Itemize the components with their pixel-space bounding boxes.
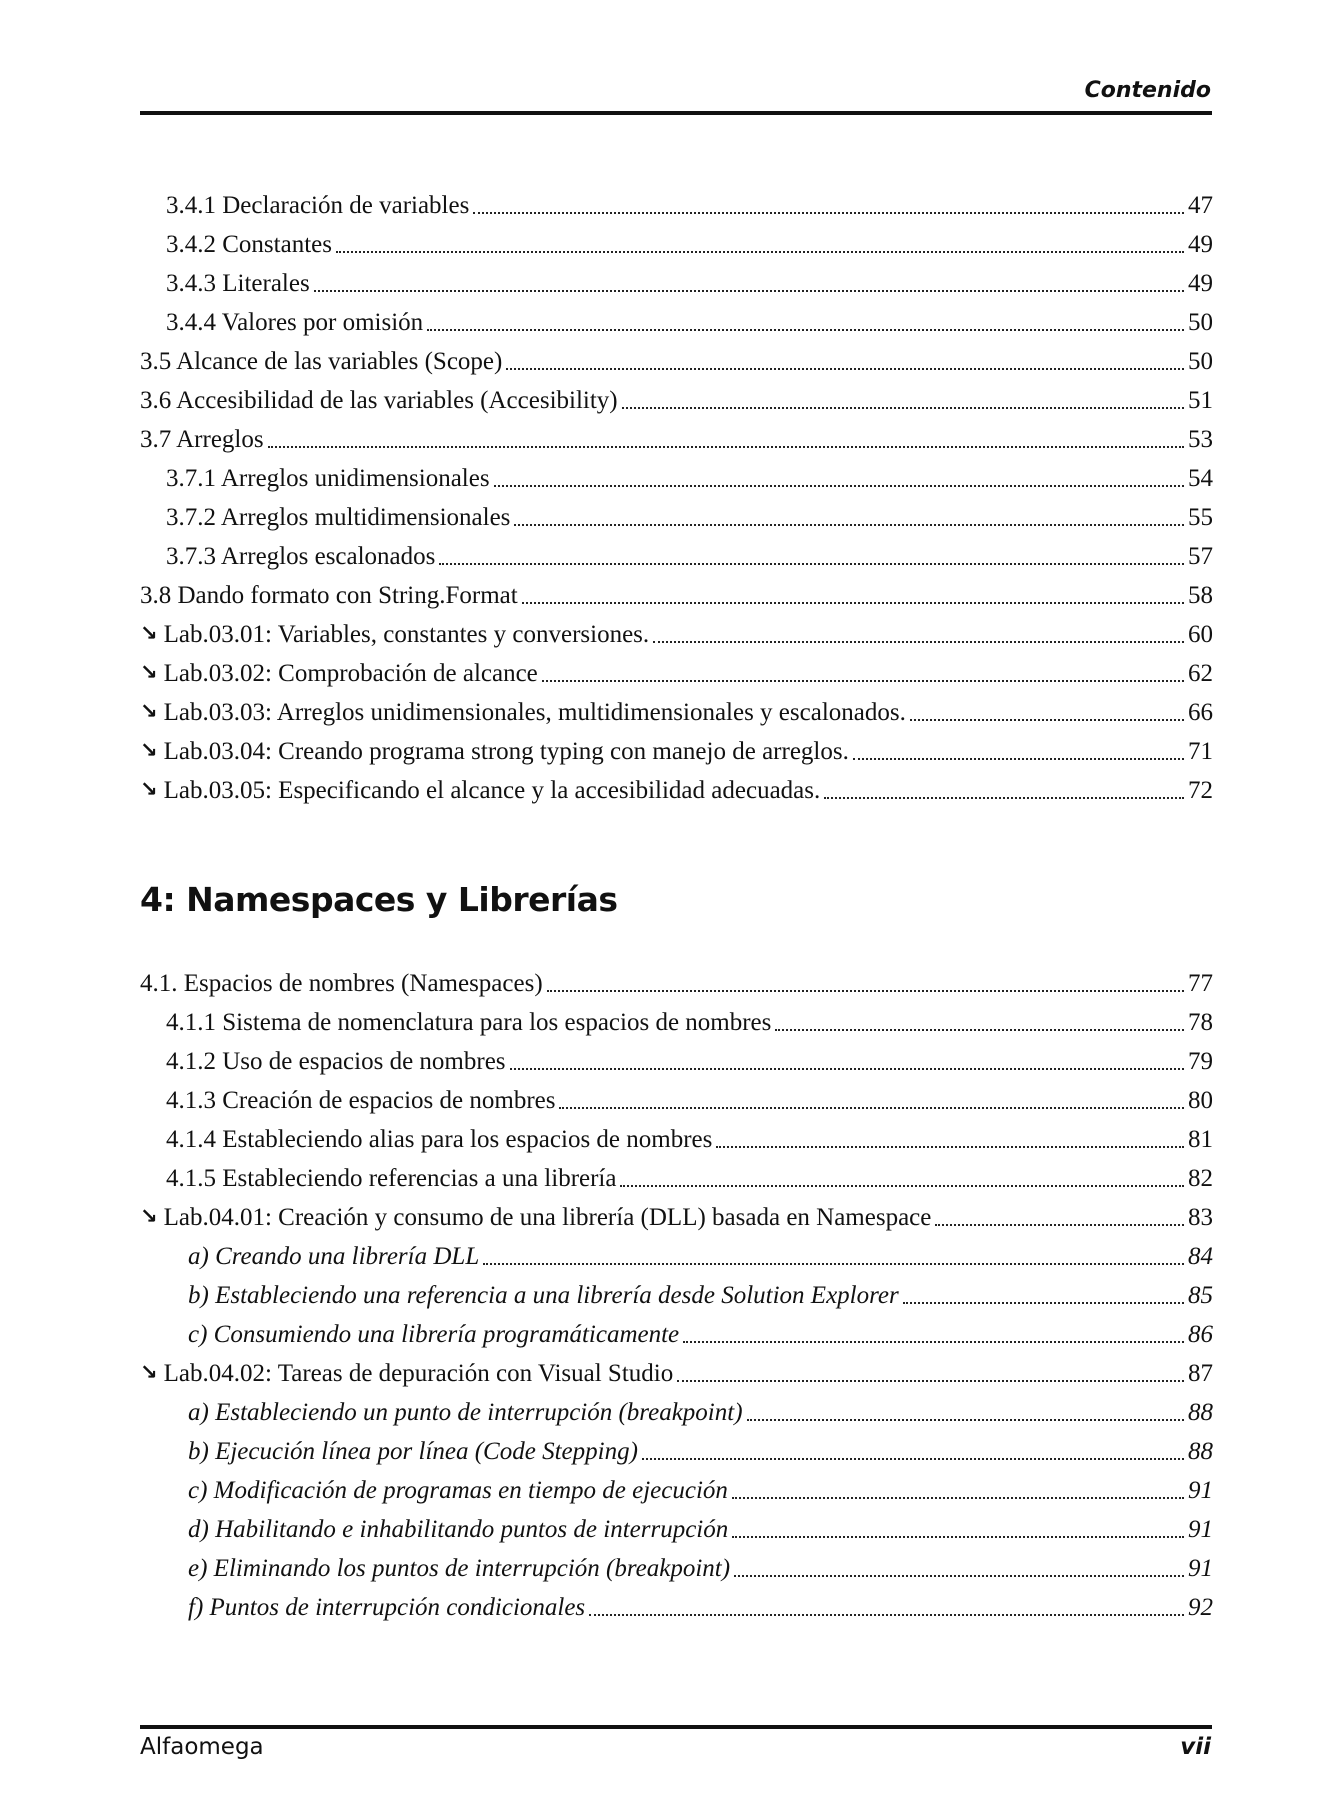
dot-leader: [473, 212, 1184, 214]
dot-leader: [268, 446, 1184, 448]
toc-entry[interactable]: [140, 1077, 1213, 1116]
dot-leader: [910, 719, 1184, 721]
toc-entry-page-number: 55: [1188, 504, 1213, 531]
dot-leader: [935, 1224, 1184, 1226]
dot-leader: [716, 1146, 1184, 1148]
toc-entry[interactable]: [140, 999, 1213, 1038]
toc-entry[interactable]: [140, 377, 1213, 416]
toc-entry[interactable]: [140, 455, 1213, 494]
toc-entry-title: Lab.04.01: Creación y consumo de una librería (DLL) basada en Namespace: [163, 1204, 932, 1231]
dot-leader: [589, 1614, 1184, 1616]
toc-entry-title: 4.1.3 Creación de espacios de nombres: [166, 1087, 556, 1114]
toc-entry-title: 3.4.1 Declaración de variables: [166, 192, 470, 219]
dot-leader: [510, 1068, 1184, 1070]
toc-entry-page-number: 78: [1188, 1009, 1213, 1036]
toc-entry-page-number: 83: [1188, 1204, 1213, 1231]
toc-entry[interactable]: [140, 611, 1213, 650]
toc-entry-page-number: 82: [1188, 1165, 1213, 1192]
header-rule: [140, 111, 1212, 115]
dot-leader: [427, 329, 1184, 331]
dot-leader: [642, 1458, 1184, 1460]
toc-entry[interactable]: [140, 1506, 1213, 1545]
dot-leader: [732, 1497, 1184, 1499]
toc-entry-page-number: 86: [1188, 1321, 1213, 1348]
toc-entry[interactable]: [140, 572, 1213, 611]
toc-entry-title: 3.8 Dando formato con String.Format: [140, 582, 518, 609]
dot-leader: [514, 524, 1184, 526]
toc-entry-page-number: 79: [1188, 1048, 1213, 1075]
dot-leader: [732, 1536, 1184, 1538]
toc-entry-page-number: 87: [1188, 1360, 1213, 1387]
toc-entry[interactable]: [140, 689, 1213, 728]
dot-leader: [653, 641, 1184, 643]
toc-entry[interactable]: [140, 1311, 1213, 1350]
toc-entry[interactable]: [140, 650, 1213, 689]
dot-leader: [494, 485, 1184, 487]
toc-entry-title: 3.4.2 Constantes: [166, 231, 332, 258]
toc-entry-title: 3.4.3 Literales: [166, 270, 310, 297]
toc-entry-title: 4.1.2 Uso de espacios de nombres: [166, 1048, 506, 1075]
toc-entry-page-number: 53: [1188, 426, 1213, 453]
toc-entry-page-number: 72: [1188, 777, 1213, 804]
toc-entry-page-number: 92: [1188, 1594, 1213, 1621]
toc-entry-title: b) Ejecución línea por línea (Code Stepping): [188, 1438, 638, 1465]
toc-entry-title: Lab.04.02: Tareas de depuración con Visual Studio: [163, 1360, 674, 1387]
dot-leader: [439, 563, 1184, 565]
toc-entry-page-number: 58: [1188, 582, 1213, 609]
dot-leader: [775, 1029, 1184, 1031]
toc-entry-title: Lab.03.03: Arreglos unidimensionales, multidimensionales y escalonados.: [163, 699, 906, 726]
toc-entry-title: 3.4.4 Valores por omisión: [166, 309, 424, 336]
toc-entry[interactable]: [140, 1545, 1213, 1584]
toc-entry[interactable]: [140, 494, 1213, 533]
lab-arrow-icon: ↘: [140, 699, 158, 723]
toc-entry-title: c) Modificación de programas en tiempo de ejecución: [188, 1477, 728, 1504]
toc-entry[interactable]: [140, 1038, 1213, 1077]
toc-entry-title: Lab.03.01: Variables, constantes y conversiones.: [163, 621, 650, 648]
dot-leader: [620, 1185, 1184, 1187]
toc-entry-title: 3.5 Alcance de las variables (Scope): [140, 348, 503, 375]
toc-entry-page-number: 50: [1188, 309, 1213, 336]
chapter-heading: 4: Namespaces y Librerías: [140, 880, 618, 919]
toc-entry-title: d) Habilitando e inhabilitando puntos de interrupción: [188, 1516, 729, 1543]
dot-leader: [824, 797, 1184, 799]
toc-entry-title: c) Consumiendo una librería programáticamente: [188, 1321, 680, 1348]
dot-leader: [314, 290, 1184, 292]
toc-entry-title: 4.1.1 Sistema de nomenclatura para los espacios de nombres: [166, 1009, 772, 1036]
lab-arrow-icon: ↘: [140, 1204, 158, 1228]
toc-entry-page-number: 57: [1188, 543, 1213, 570]
dot-leader: [547, 990, 1184, 992]
toc-entry-title: e) Eliminando los puntos de interrupción (breakpoint): [188, 1555, 731, 1582]
toc-entry-page-number: 50: [1188, 348, 1213, 375]
toc-entry[interactable]: [140, 1350, 1213, 1389]
lab-arrow-icon: ↘: [140, 621, 158, 645]
page-header-label: Contenido: [1084, 78, 1211, 103]
toc-entry[interactable]: [140, 1389, 1213, 1428]
dot-leader: [622, 407, 1184, 409]
toc-entry[interactable]: [140, 1233, 1213, 1272]
toc-entry-page-number: 71: [1188, 738, 1213, 765]
toc-entry-title: Lab.03.05: Especificando el alcance y la accesibilidad adecuadas.: [163, 777, 821, 804]
toc-entry-page-number: 77: [1188, 970, 1213, 997]
toc-entry-title: 4.1.4 Estableciendo alias para los espacios de nombres: [166, 1126, 713, 1153]
toc-entry-page-number: 54: [1188, 465, 1213, 492]
dot-leader: [747, 1419, 1184, 1421]
toc-entry-page-number: 80: [1188, 1087, 1213, 1114]
toc-entry[interactable]: [140, 221, 1213, 260]
toc-entry[interactable]: [140, 299, 1213, 338]
toc-list-section-3: [140, 182, 1213, 806]
toc-list-section-4: [140, 960, 1213, 1623]
toc-entry[interactable]: [140, 728, 1213, 767]
toc-entry-title: a) Creando una librería DLL: [188, 1243, 480, 1270]
toc-entry-page-number: 88: [1188, 1399, 1213, 1426]
toc-entry[interactable]: [140, 1194, 1213, 1233]
toc-entry-page-number: 91: [1188, 1477, 1213, 1504]
dot-leader: [734, 1575, 1184, 1577]
toc-entry-title: f) Puntos de interrupción condicionales: [188, 1594, 586, 1621]
toc-entry-title: Lab.03.04: Creando programa strong typing con manejo de arreglos.: [163, 738, 849, 765]
toc-entry-title: 3.7.1 Arreglos unidimensionales: [166, 465, 490, 492]
toc-entry-page-number: 66: [1188, 699, 1213, 726]
dot-leader: [683, 1341, 1184, 1343]
toc-entry-title: 3.6 Accesibilidad de las variables (Accesibility): [140, 387, 618, 414]
toc-entry-title: b) Estableciendo una referencia a una librería desde Solution Explorer: [188, 1282, 899, 1309]
toc-entry-title: 3.7.2 Arreglos multidimensionales: [166, 504, 511, 531]
dot-leader: [522, 602, 1184, 604]
footer-publisher: Alfaomega: [140, 1734, 264, 1760]
dot-leader: [542, 680, 1184, 682]
toc-entry-page-number: 62: [1188, 660, 1213, 687]
dot-leader: [336, 251, 1184, 253]
toc-entry[interactable]: [140, 260, 1213, 299]
dot-leader: [903, 1302, 1184, 1304]
lab-arrow-icon: ↘: [140, 660, 158, 684]
toc-entry-page-number: 47: [1188, 192, 1213, 219]
dot-leader: [677, 1380, 1184, 1382]
toc-entry-page-number: 91: [1188, 1516, 1213, 1543]
dot-leader: [853, 758, 1184, 760]
toc-entry[interactable]: [140, 1272, 1213, 1311]
toc-entry[interactable]: [140, 533, 1213, 572]
footer-page-number: vii: [1180, 1734, 1211, 1760]
toc-entry-title: 4.1. Espacios de nombres (Namespaces): [140, 970, 543, 997]
dot-leader: [483, 1263, 1184, 1265]
toc-entry-page-number: 84: [1188, 1243, 1213, 1270]
toc-entry-title: 3.7.3 Arreglos escalonados: [166, 543, 436, 570]
footer-rule: [140, 1725, 1212, 1729]
toc-entry[interactable]: [140, 1155, 1213, 1194]
toc-entry-title: Lab.03.02: Comprobación de alcance: [163, 660, 538, 687]
toc-entry[interactable]: [140, 767, 1213, 806]
toc-entry-title: 3.7 Arreglos: [140, 426, 264, 453]
toc-entry[interactable]: [140, 960, 1213, 999]
toc-entry[interactable]: [140, 1116, 1213, 1155]
toc-entry-page-number: 49: [1188, 231, 1213, 258]
dot-leader: [559, 1107, 1184, 1109]
toc-entry[interactable]: [140, 1467, 1213, 1506]
toc-entry[interactable]: [140, 182, 1213, 221]
toc-entry-page-number: 85: [1188, 1282, 1213, 1309]
toc-entry-title: 4.1.5 Estableciendo referencias a una librería: [166, 1165, 617, 1192]
toc-entry-page-number: 91: [1188, 1555, 1213, 1582]
toc-entry[interactable]: [140, 338, 1213, 377]
lab-arrow-icon: ↘: [140, 1360, 158, 1384]
toc-entry[interactable]: [140, 1428, 1213, 1467]
toc-entry-title: a) Estableciendo un punto de interrupción (breakpoint): [188, 1399, 743, 1426]
toc-entry[interactable]: [140, 1584, 1213, 1623]
toc-entry-page-number: 60: [1188, 621, 1213, 648]
toc-entry-page-number: 88: [1188, 1438, 1213, 1465]
toc-entry-page-number: 49: [1188, 270, 1213, 297]
lab-arrow-icon: ↘: [140, 777, 158, 801]
toc-entry[interactable]: [140, 416, 1213, 455]
lab-arrow-icon: ↘: [140, 738, 158, 762]
toc-entry-page-number: 81: [1188, 1126, 1213, 1153]
toc-entry-page-number: 51: [1188, 387, 1213, 414]
dot-leader: [506, 368, 1184, 370]
